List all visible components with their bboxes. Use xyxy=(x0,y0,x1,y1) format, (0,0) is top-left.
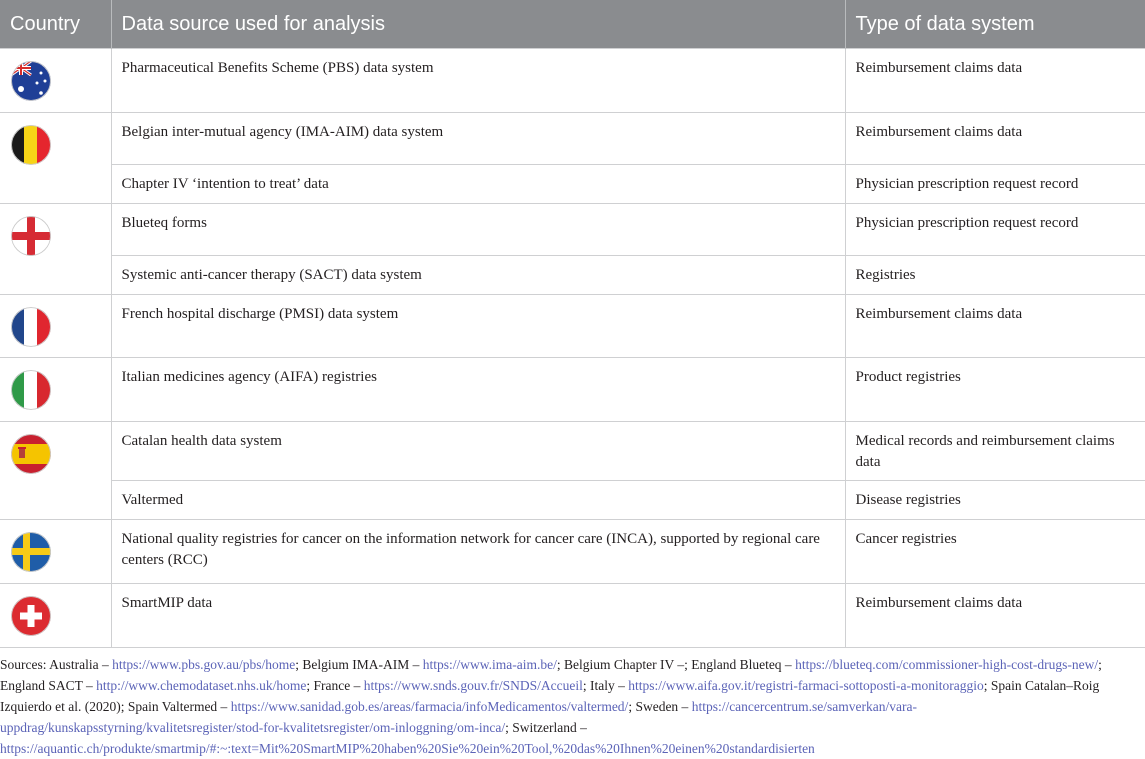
data-source-cell: SmartMIP data xyxy=(111,584,845,648)
country-cell xyxy=(0,358,111,422)
country-cell xyxy=(0,49,111,113)
country-cell xyxy=(0,204,111,295)
data-system-type-cell: Reimbursement claims data xyxy=(845,295,1145,358)
data-system-type-cell: Cancer registries xyxy=(845,520,1145,584)
table-row xyxy=(0,113,1145,165)
france-flag-icon xyxy=(11,307,51,347)
data-system-type-cell: Product registries xyxy=(845,358,1145,422)
header-country: Country xyxy=(0,0,111,49)
source-link-australia[interactable]: https://www.pbs.gov.au/pbs/home xyxy=(112,657,296,672)
data-source-cell: Pharmaceutical Benefits Scheme (PBS) data system xyxy=(111,49,845,113)
table-row xyxy=(0,204,1145,256)
source-link-valtermed[interactable]: https://www.sanidad.gob.es/areas/farmacia/infoMedicamentos/valtermed/ xyxy=(230,699,629,714)
data-source-cell: Chapter IV ‘intention to treat’ data xyxy=(111,165,845,204)
data-system-type-cell: Disease registries xyxy=(845,481,1145,520)
data-source-cell: Italian medicines agency (AIFA) registries xyxy=(111,358,845,422)
sources-text: ; Italy – xyxy=(582,678,629,693)
data-source-cell: Catalan health data system xyxy=(111,422,845,481)
source-link-france[interactable]: https://www.snds.gouv.fr/SNDS/Accueil xyxy=(363,678,583,693)
source-link-sweden[interactable]: https://cancercentrum.se/samverkan/vara-uppdrag/kunskapsstyrning/kvalitetsregister/stod-for-kvalitetsregister/om-inloggning/om-inca/ xyxy=(0,699,917,735)
data-source-cell: Blueteq forms xyxy=(111,204,845,256)
source-link-switzerland[interactable]: https://aquantic.ch/produkte/smartmip/#:~:text=Mit%20SmartMIP%20haben%20Sie%20ein%20Tool,%20das%20Ihnen%20einen%20standardisierten xyxy=(0,741,815,756)
data-source-cell: National quality registries for cancer on the information network for cancer care (INCA), supported by regional care centers (RCC) xyxy=(111,520,845,584)
table-row xyxy=(0,256,1145,295)
belgium-flag-icon xyxy=(11,125,51,165)
table-row xyxy=(0,49,1145,113)
italy-flag-icon xyxy=(11,370,51,410)
table-row xyxy=(0,422,1145,481)
data-system-type-cell: Physician prescription request record xyxy=(845,165,1145,204)
data-source-cell: Valtermed xyxy=(111,481,845,520)
sources-text: ; Sweden – xyxy=(628,699,692,714)
source-link-italy[interactable]: https://www.aifa.gov.it/registri-farmaci-sottoposti-a-monitoraggio xyxy=(628,678,984,693)
header-data-source: Data source used for analysis xyxy=(111,0,845,49)
table-row xyxy=(0,584,1145,648)
sources-text: ; Spain Catalan–Roig Izquierdo et al. (2020); Spain Valtermed – xyxy=(0,678,1100,714)
data-system-type-cell: Reimbursement claims data xyxy=(845,49,1145,113)
table-row xyxy=(0,358,1145,422)
source-link-sact[interactable]: http://www.chemodataset.nhs.uk/home xyxy=(96,678,307,693)
country-cell xyxy=(0,422,111,520)
sources-text: ; Belgium Chapter IV –; England Blueteq – xyxy=(556,657,796,672)
country-cell xyxy=(0,295,111,358)
data-system-type-cell: Registries xyxy=(845,256,1145,295)
spain-flag-icon xyxy=(11,434,51,474)
data-system-type-cell: Physician prescription request record xyxy=(845,204,1145,256)
sources-text: ; England SACT – xyxy=(0,657,1102,693)
country-cell xyxy=(0,113,111,204)
data-source-cell: Belgian inter-mutual agency (IMA-AIM) data system xyxy=(111,113,845,165)
sources-text: Sources: Australia – xyxy=(0,657,113,672)
data-source-cell: Systemic anti-cancer therapy (SACT) data system xyxy=(111,256,845,295)
sources-text: ; Belgium IMA-AIM – xyxy=(295,657,423,672)
table-header-row xyxy=(0,0,1145,49)
switzerland-flag-icon xyxy=(11,596,51,636)
data-system-type-cell: Reimbursement claims data xyxy=(845,584,1145,648)
source-link-belgium-ima[interactable]: https://www.ima-aim.be/ xyxy=(422,657,557,672)
sweden-flag-icon xyxy=(11,532,51,572)
australia-flag-icon xyxy=(11,61,51,101)
data-source-cell: French hospital discharge (PMSI) data system xyxy=(111,295,845,358)
header-data-system-type: Type of data system xyxy=(845,0,1145,49)
table-row xyxy=(0,520,1145,584)
sources-text: ; Switzerland – xyxy=(505,720,587,735)
country-cell xyxy=(0,584,111,648)
table-row xyxy=(0,295,1145,358)
sources-text: ; France – xyxy=(306,678,364,693)
table-row xyxy=(0,165,1145,204)
england-flag-icon xyxy=(11,216,51,256)
data-system-type-cell: Medical records and reimbursement claims data xyxy=(845,422,1145,481)
sources-footnote xyxy=(0,654,1138,759)
data-system-type-cell: Reimbursement claims data xyxy=(845,113,1145,165)
source-link-blueteq[interactable]: https://blueteq.com/commissioner-high-cost-drugs-new/ xyxy=(795,657,1099,672)
country-cell xyxy=(0,520,111,584)
table-row xyxy=(0,481,1145,520)
